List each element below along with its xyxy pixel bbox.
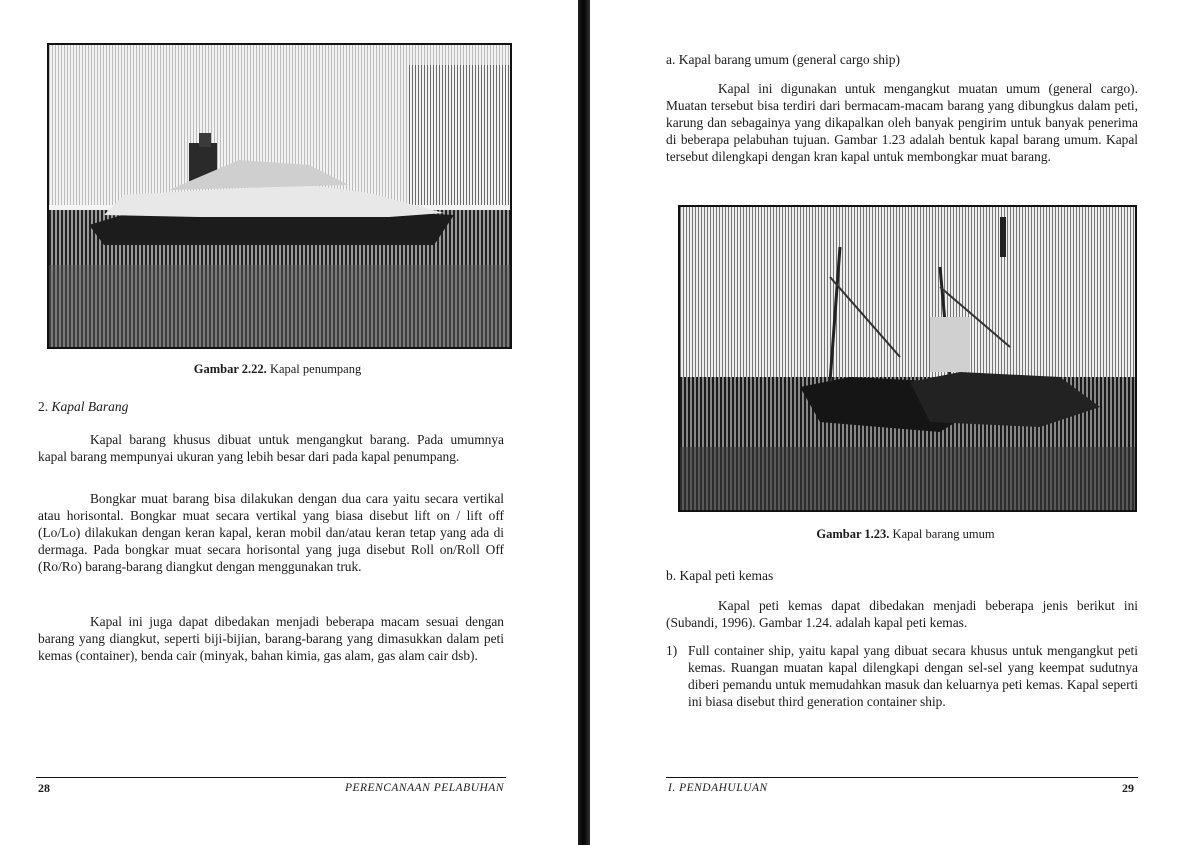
running-title: I. PENDAHULUAN <box>668 782 768 794</box>
running-title: PERENCANAAN PELABUHAN <box>344 782 504 794</box>
figure-caption-label: Gambar 2.22. <box>193 362 267 376</box>
passenger-ship-photo <box>47 43 512 349</box>
paragraph-1: Kapal barang khusus dibuat untuk mengangkut barang. Pada umumnya kapal barang mempunyai ukuran yang lebih besar dari pada kapal penumpang. <box>38 432 504 464</box>
paragraph-3: Kapal ini juga dapat dibedakan menjadi beberapa macam sesuai dengan barang yang diangkut, seperti biji-bijian, barang-barang yang dimasukkan dalam peti kemas (container), benda cair (minyak, bahan kimia, gas alam, gas alam cair dsb). <box>38 614 504 663</box>
paragraph-b: Kapal peti kemas dapat dibedakan menjadi beberapa jenis berikut ini (Subandi, 1996). Gambar 1.24. adalah kapal peti kemas. <box>666 598 1138 630</box>
book-spine <box>578 0 590 845</box>
heading-b <box>666 568 773 584</box>
footer-rule <box>36 777 506 778</box>
cargo-ship-photo <box>678 205 1137 512</box>
paragraph-2: Bongkar muat barang bisa dilakukan dengan dua cara yaitu secara vertikal atau horisontal. Bongkar muat secara vertikal yang biasa disebut lift on / lift off (Lo/Lo) dilakukan dengan keran kapal, keran mobil dan/atau keran tetap yang ada di dermaga. Pada bongkar muat secara horisontal yang juga disebut Roll on/Roll Off (Ro/Ro) barang-barang diangkut dengan menggunakan truk. <box>38 491 504 574</box>
figure-caption-text: Kapal penumpang <box>266 362 362 376</box>
figure-caption-text: Kapal barang umum <box>889 527 995 541</box>
left-page <box>0 0 578 845</box>
page-number: 28 <box>38 781 50 795</box>
heading-a <box>666 52 900 68</box>
page-number: 29 <box>1122 781 1134 795</box>
figure-caption-label: Gambar 1.23. <box>816 527 890 541</box>
figure-caption <box>47 362 508 377</box>
list-item <box>666 642 1138 710</box>
figure-caption <box>678 527 1133 542</box>
section-heading <box>38 399 128 415</box>
heading-a-text: a. Kapal barang umum (general cargo ship) <box>666 52 901 67</box>
list-item-number: 1) <box>666 643 678 658</box>
right-page <box>590 0 1200 845</box>
section-heading-number: 2. <box>38 399 52 414</box>
footer-rule <box>666 777 1138 778</box>
heading-b-text: b. Kapal peti kemas <box>666 568 774 583</box>
paragraph-a: Kapal ini digunakan untuk mengangkut muatan umum (general cargo). Muatan tersebut bisa terdiri dari bermacam-macam barang yang dibungkus dalam peti, karung dan sebagainya yang dikapalkan oleh banyak pengirim untuk banyak penerima di beberapa pelabuhan tujuan. Gambar 1.23 adalah bentuk kapal barang umum. Kapal tersebut dilengkapi dengan kran kapal untuk membongkar muat barang. <box>666 81 1138 164</box>
section-heading-text: Kapal Barang <box>51 399 129 414</box>
list-item-text: Full container ship, yaitu kapal yang dibuat secara khusus untuk mengangkut peti kemas. Ruangan muatan kapal dilengkapi dengan sel-sel yang keempat sudutnya diberi pemandu untuk memudahkan masuk dan keluarnya peti kemas. Kapal seperti ini biasa disebut third generation container ship. <box>688 643 1138 709</box>
